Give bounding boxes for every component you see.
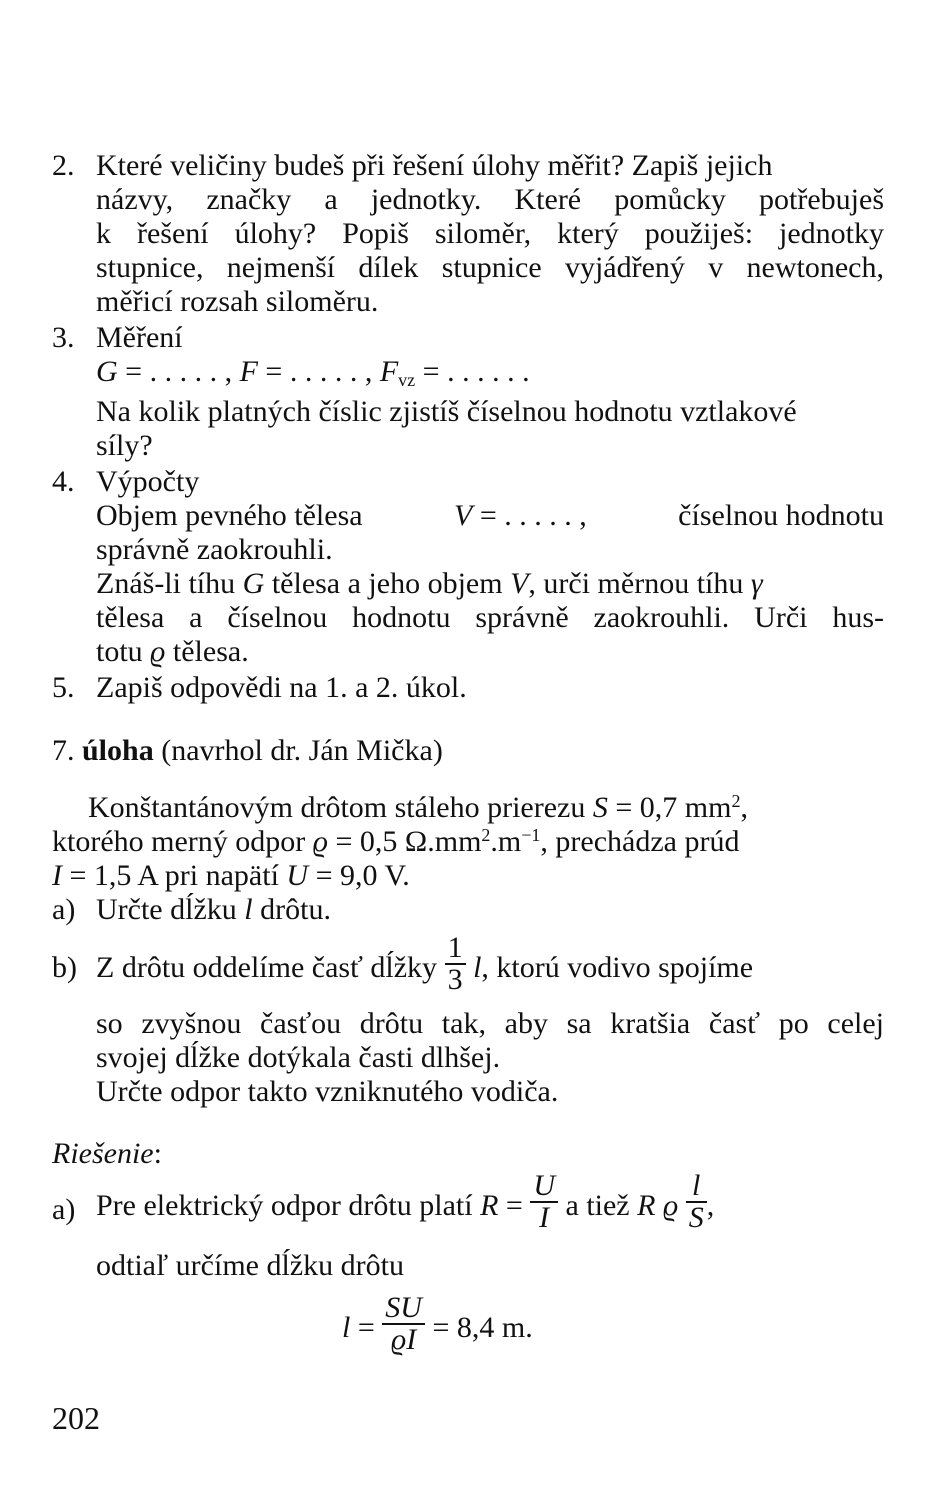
- g-symbol: G: [242, 567, 265, 600]
- text: , prechádza prúd: [540, 825, 740, 858]
- l-symbol: l: [244, 893, 253, 926]
- task-7-b-line-1: [96, 928, 753, 1008]
- denominator: I: [530, 1201, 558, 1233]
- f-symbol: F: [239, 355, 258, 388]
- colon: :: [153, 1137, 162, 1170]
- text: , ktorú vodivo spojíme: [481, 951, 754, 984]
- item-2-line-2: názvy, značky a jednotky. Které pomůcky potřebuješ: [96, 183, 884, 216]
- fvz-subscript: vz: [398, 370, 416, 390]
- fraction-u-over-i: [530, 1171, 558, 1233]
- u-symbol: U: [286, 859, 309, 892]
- text: Konštantánovým drôtom stáleho prierezu: [88, 791, 593, 824]
- item-5-number: 5.: [52, 671, 75, 704]
- text: = 0,5 Ω.mm: [328, 825, 482, 858]
- solution-line-2: odtiaľ určíme dĺžku drôtu: [96, 1249, 404, 1282]
- text: = 9,0 V.: [308, 859, 410, 892]
- fraction-l-over-s: [686, 1171, 707, 1233]
- item-3-title: Měření: [96, 321, 183, 354]
- result: = 8,4 m.: [432, 1311, 533, 1344]
- v-symbol: V: [454, 499, 473, 532]
- text: tělesa.: [165, 635, 249, 668]
- solution-a-line: [96, 1166, 714, 1246]
- text: ktorého merný odpor: [52, 825, 313, 858]
- item-5-text: Zapiš odpovědi na 1. a 2. úkol.: [96, 671, 467, 704]
- numerator: U: [533, 1169, 555, 1203]
- equals: =: [498, 1189, 531, 1222]
- equals: =: [350, 1311, 383, 1344]
- measurement-line: [96, 354, 530, 390]
- s-symbol: S: [592, 791, 608, 824]
- task-7-b-line-4: Určte odpor takto vzniknutého vodiča.: [96, 1075, 559, 1108]
- i-symbol: I: [52, 859, 62, 892]
- superscript: −1: [521, 825, 541, 845]
- item-4-line-2: správně zaokrouhli.: [96, 533, 333, 566]
- comma: ,: [706, 1189, 715, 1222]
- fraction-one-third: [445, 933, 466, 995]
- solution-a-label: a): [52, 1193, 76, 1226]
- length-formula: [342, 1288, 533, 1368]
- task-7-heading: [52, 733, 443, 769]
- fvz-blank: = . . . . . .: [415, 355, 530, 388]
- task-label: úloha: [82, 734, 154, 767]
- denominator: S: [686, 1201, 707, 1233]
- text: = 0,7 mm: [607, 791, 732, 824]
- rho-symbol: ϱ: [312, 825, 329, 858]
- superscript: 2: [731, 791, 741, 811]
- v-blank: = . . . . . ,: [472, 499, 587, 532]
- denominator: 3: [445, 963, 466, 995]
- task-7-b-line-2: so zvyšnou časťou drôtu tak, aby sa kratšia časť po celej: [96, 1007, 884, 1040]
- task-7-b-line-3: svojej dĺžke dotýkala časti dlhšej.: [96, 1041, 501, 1074]
- heading-text: Riešenie: [52, 1137, 154, 1170]
- item-4-line-1: [96, 498, 884, 534]
- r-symbol: R: [480, 1189, 499, 1222]
- fvz-symbol: F: [379, 355, 399, 388]
- text: Z drôtu oddelíme časť dĺžky: [96, 951, 438, 984]
- rho-symbol: ϱ: [150, 635, 166, 668]
- text: a tiež: [565, 1189, 638, 1222]
- superscript: 2: [481, 825, 491, 845]
- task-number: 7.: [52, 734, 75, 767]
- text: Pre elektrický odpor drôtu platí: [96, 1189, 481, 1222]
- numerator: l: [692, 1169, 701, 1203]
- volume-text-end: číselnou hodnotu: [678, 499, 884, 532]
- text: ,: [740, 791, 748, 824]
- numerator: SU: [385, 1291, 422, 1325]
- g-blank: = . . . . . ,: [117, 355, 233, 388]
- item-4-number: 4.: [52, 465, 75, 498]
- item-2-line-1: Které veličiny budeš při řešení úlohy měřit? Zapiš jejich: [96, 149, 773, 182]
- item-4-title: Výpočty: [96, 465, 200, 498]
- denominator: ϱI: [382, 1323, 425, 1355]
- rho-symbol: ϱ: [655, 1189, 686, 1222]
- page-number: 202: [52, 1400, 100, 1436]
- text: , urči měrnou tíhu: [528, 567, 751, 600]
- item-2-line-3: k řešení úlohy? Popiš siloměr, který použiješ: jednotky: [96, 217, 884, 250]
- task-7-a-text: [96, 892, 331, 928]
- item-2-line-5: měřicí rozsah siloměru.: [96, 285, 379, 318]
- item-2-line-4: stupnice, nejmenší dílek stupnice vyjádřený v newtonech,: [96, 251, 884, 284]
- task-author: (navrhol dr. Ján Mička): [153, 734, 443, 767]
- text: tělesa a jeho objem: [264, 567, 511, 600]
- r-symbol: R: [637, 1189, 656, 1222]
- item-4-line-5: [96, 634, 249, 670]
- text: totu: [96, 635, 151, 668]
- task-7-line-1: [88, 790, 748, 826]
- volume-text: Objem pevného tělesa: [96, 499, 363, 532]
- gamma-symbol: γ: [750, 567, 763, 600]
- task-7-a-label: a): [52, 893, 76, 926]
- item-4-line-3: [96, 566, 763, 602]
- task-7-line-3: [52, 858, 410, 894]
- item-3-line-1: Na kolik platných číslic zjistíš číselnou hodnotu vztlakové: [96, 395, 797, 428]
- item-3-line-2: síly?: [96, 429, 153, 462]
- text: drôtu.: [252, 893, 331, 926]
- v-symbol: V: [510, 567, 529, 600]
- l-symbol: l: [342, 1311, 351, 1344]
- l-symbol: l: [473, 951, 482, 984]
- task-7-b-label: b): [52, 951, 77, 984]
- f-blank: = . . . . . ,: [257, 355, 373, 388]
- text: = 1,5 A pri napätí: [62, 859, 287, 892]
- numerator: 1: [447, 931, 463, 965]
- text: .m: [490, 825, 522, 858]
- item-2-number: 2.: [52, 149, 75, 182]
- text: Určte dĺžku: [96, 893, 245, 926]
- text: Znáš-li tíhu: [96, 567, 243, 600]
- fraction-su-over-rho-i: [382, 1293, 425, 1355]
- item-4-line-4: tělesa a číselnou hodnotu správně zaokrouhli. Urči hus-: [96, 601, 884, 634]
- g-symbol: G: [96, 355, 118, 388]
- task-7-line-2: [52, 824, 739, 860]
- item-3-number: 3.: [52, 321, 75, 354]
